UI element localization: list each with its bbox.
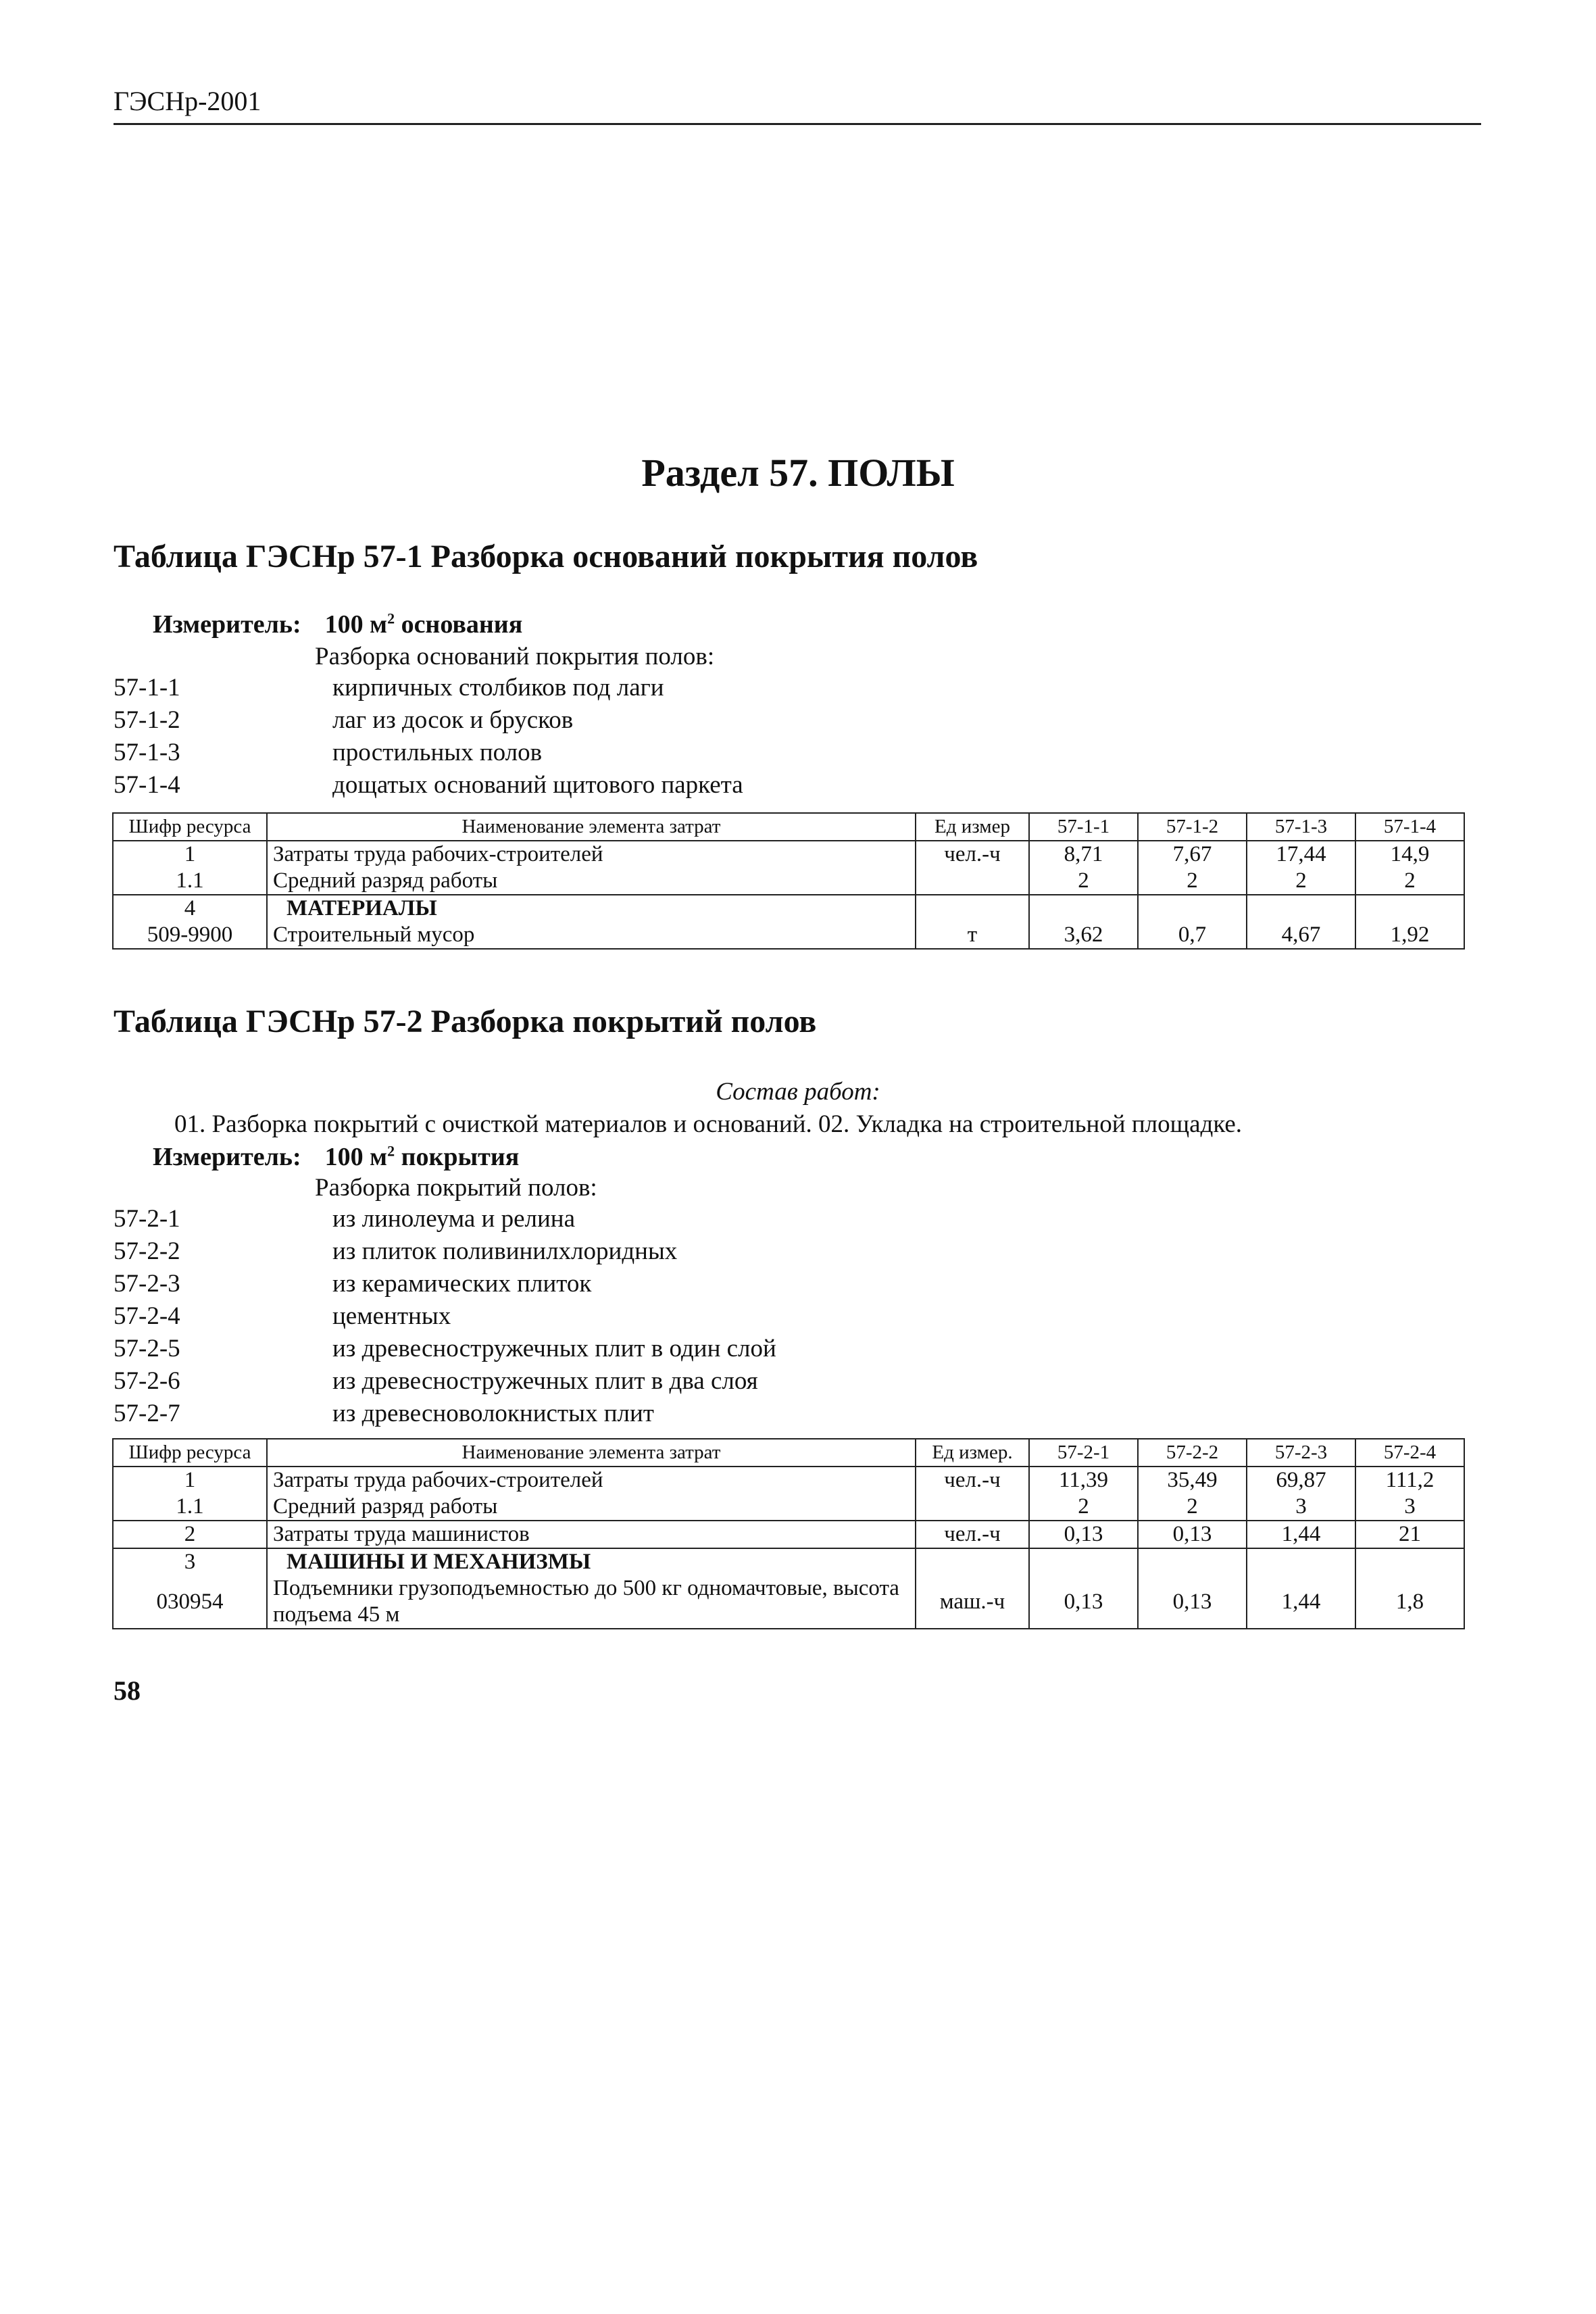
table-1-item-text: лаг из досок и брусков: [332, 706, 574, 734]
table-cell: 111,2: [1355, 1467, 1464, 1494]
table-cell: 2: [1355, 868, 1464, 895]
table-cell: 2: [1138, 1494, 1247, 1521]
table-cell: 35,49: [1138, 1467, 1247, 1494]
table-cell: чел.-ч: [916, 841, 1029, 868]
header-cell: 57-1-2: [1138, 813, 1247, 841]
table-cell: Затраты труда машинистов: [267, 1521, 916, 1548]
table-cell: 21: [1355, 1521, 1464, 1548]
header-cell: Наименование элемента затрат: [267, 1439, 916, 1467]
table-1-item-code: 57-1-3: [114, 739, 180, 766]
table-row: [113, 1494, 1464, 1521]
table-cell: 17,44: [1247, 841, 1355, 868]
table-1-meter: [153, 610, 522, 639]
running-head: ГЭСНр-2001: [114, 86, 261, 116]
header-cell: 57-2-1: [1029, 1439, 1138, 1467]
table-2-item-text: из древесноволокнистых плит: [332, 1400, 654, 1427]
table-header-row: [113, 813, 1464, 841]
table-1-item-code: 57-1-1: [114, 674, 180, 701]
meter-label: Измеритель:: [153, 610, 301, 639]
table-cell: 1.1: [113, 868, 267, 895]
table-row: [113, 1467, 1464, 1494]
header-cell: 57-1-1: [1029, 813, 1138, 841]
table-cell: [916, 1494, 1029, 1521]
table-cell: 0,13: [1138, 1521, 1247, 1548]
table-cell: 7,67: [1138, 841, 1247, 868]
table-2-intro: Разборка покрытий полов:: [315, 1174, 597, 1202]
table-header-row: [113, 1439, 1464, 1467]
table-row: [113, 841, 1464, 868]
table-row: [113, 1575, 1464, 1629]
meter-value: 100 м: [324, 1143, 388, 1171]
table-cell: 2: [1138, 868, 1247, 895]
meter-unit: основания: [401, 610, 523, 639]
table-cell: 2: [1029, 1494, 1138, 1521]
table-2-item-code: 57-2-4: [114, 1302, 180, 1330]
table-row: [113, 1548, 1464, 1575]
table-cell: 1,44: [1247, 1521, 1355, 1548]
table-1-title: Таблица ГЭСНр 57-1 Разборка оснований покрытия полов: [114, 539, 978, 574]
meter-value: 100 м: [324, 610, 388, 639]
table-cell: 8,71: [1029, 841, 1138, 868]
header-cell: Ед измер.: [916, 1439, 1029, 1467]
table-cell: 14,9: [1355, 841, 1464, 868]
table-cell: Затраты труда рабочих-строителей: [267, 1467, 916, 1494]
table-2-item-text: из плиток поливинилхлоридных: [332, 1237, 678, 1265]
header-cell: Шифр ресурса: [113, 1439, 267, 1467]
composition-caption: Состав работ:: [716, 1078, 880, 1106]
table-cell: Строительный мусор: [267, 922, 916, 949]
table-cell: Подъемники грузоподъемностью до 500 кг одномачтовые, высота подъема 45 м: [267, 1575, 916, 1629]
header-rule: [114, 123, 1481, 125]
table-cell: 3: [1247, 1494, 1355, 1521]
header-cell: Наименование элемента затрат: [267, 813, 916, 841]
header-cell: 57-2-2: [1138, 1439, 1247, 1467]
table-cell: Средний разряд работы: [267, 868, 916, 895]
table-cell: 11,39: [1029, 1467, 1138, 1494]
table-cell: [916, 1548, 1029, 1575]
table-1-item-text: простильных полов: [332, 739, 543, 766]
table-cell: 509-9900: [113, 922, 267, 949]
table-cell: Затраты труда рабочих-строителей: [267, 841, 916, 868]
table-cell: [1138, 895, 1247, 922]
table-1-item-code: 57-1-2: [114, 706, 180, 734]
table-1-item-text: кирпичных столбиков под лаги: [332, 674, 664, 701]
table-1-item-text: дощатых оснований щитового паркета: [332, 771, 743, 799]
table-cell: [1355, 895, 1464, 922]
table-2-item-code: 57-2-7: [114, 1400, 180, 1427]
table-cell: т: [916, 922, 1029, 949]
table-cell: 2: [1029, 868, 1138, 895]
norms-table-2: [112, 1438, 1465, 1629]
table-cell: чел.-ч: [916, 1467, 1029, 1494]
meter-label: Измеритель:: [153, 1143, 301, 1171]
table-cell: 2: [1247, 868, 1355, 895]
meter-exponent: 2: [387, 1142, 395, 1160]
meter-unit: покрытия: [401, 1143, 520, 1171]
table-cell: Средний разряд работы: [267, 1494, 916, 1521]
table-cell: [916, 868, 1029, 895]
table-2-item-text: из линолеума и релина: [332, 1205, 576, 1233]
page-number: 58: [114, 1675, 141, 1706]
table-2-item-code: 57-2-2: [114, 1237, 180, 1265]
table-cell: [1355, 1548, 1464, 1575]
table-cell: 1,8: [1355, 1575, 1464, 1629]
table-cell: [1029, 1548, 1138, 1575]
table-cell: 2: [113, 1521, 267, 1548]
header-cell: Ед измер: [916, 813, 1029, 841]
table-cell: 3: [113, 1548, 267, 1575]
table-cell: 3: [1355, 1494, 1464, 1521]
table-cell: 4: [113, 895, 267, 922]
table-cell: 1: [113, 1467, 267, 1494]
table-2-item-code: 57-2-3: [114, 1270, 180, 1298]
table-cell: [1029, 895, 1138, 922]
header-cell: 57-2-3: [1247, 1439, 1355, 1467]
table-2-item-code: 57-2-5: [114, 1335, 180, 1362]
table-2-item-text: из древесностружечных плит в один слой: [332, 1335, 776, 1362]
table-row: [113, 895, 1464, 922]
table-group-heading: МАТЕРИАЛЫ: [267, 895, 916, 922]
table-2-item-text: цементных: [332, 1302, 451, 1330]
table-cell: 69,87: [1247, 1467, 1355, 1494]
header-cell: 57-1-4: [1355, 813, 1464, 841]
table-1-intro: Разборка оснований покрытия полов:: [315, 643, 715, 670]
table-cell: 4,67: [1247, 922, 1355, 949]
table-1-item-code: 57-1-4: [114, 771, 180, 799]
table-group-heading: МАШИНЫ И МЕХАНИЗМЫ: [267, 1548, 916, 1575]
table-cell: [1247, 1548, 1355, 1575]
table-2-item-code: 57-2-1: [114, 1205, 180, 1233]
table-2-item-code: 57-2-6: [114, 1367, 180, 1395]
table-cell: 1,92: [1355, 922, 1464, 949]
table-2-meter: [153, 1142, 519, 1172]
meter-exponent: 2: [387, 610, 395, 627]
table-cell: [916, 895, 1029, 922]
table-cell: 3,62: [1029, 922, 1138, 949]
table-2-title: Таблица ГЭСНр 57-2 Разборка покрытий полов: [114, 1004, 817, 1039]
section-title: Раздел 57. ПОЛЫ: [641, 451, 955, 495]
table-cell: маш.-ч: [916, 1575, 1029, 1629]
header-cell: 57-2-4: [1355, 1439, 1464, 1467]
norms-table-1: [112, 812, 1465, 950]
table-cell: 0,7: [1138, 922, 1247, 949]
table-2-item-text: из древесностружечных плит в два слоя: [332, 1367, 758, 1395]
header-cell: 57-1-3: [1247, 813, 1355, 841]
table-row: [113, 1521, 1464, 1548]
table-cell: 1.1: [113, 1494, 267, 1521]
table-cell: 1: [113, 841, 267, 868]
table-cell: 0,13: [1138, 1575, 1247, 1629]
table-cell: [1247, 895, 1355, 922]
table-cell: 0,13: [1029, 1575, 1138, 1629]
table-cell: 0,13: [1029, 1521, 1138, 1548]
composition-text: 01. Разборка покрытий с очисткой материалов и оснований. 02. Укладка на строительной площадке.: [174, 1110, 1243, 1138]
table-cell: 030954: [113, 1575, 267, 1629]
table-row: [113, 922, 1464, 949]
table-2-item-text: из керамических плиток: [332, 1270, 592, 1298]
table-cell: 1,44: [1247, 1575, 1355, 1629]
table-cell: [1138, 1548, 1247, 1575]
header-cell: Шифр ресурса: [113, 813, 267, 841]
table-cell: чел.-ч: [916, 1521, 1029, 1548]
table-row: [113, 868, 1464, 895]
